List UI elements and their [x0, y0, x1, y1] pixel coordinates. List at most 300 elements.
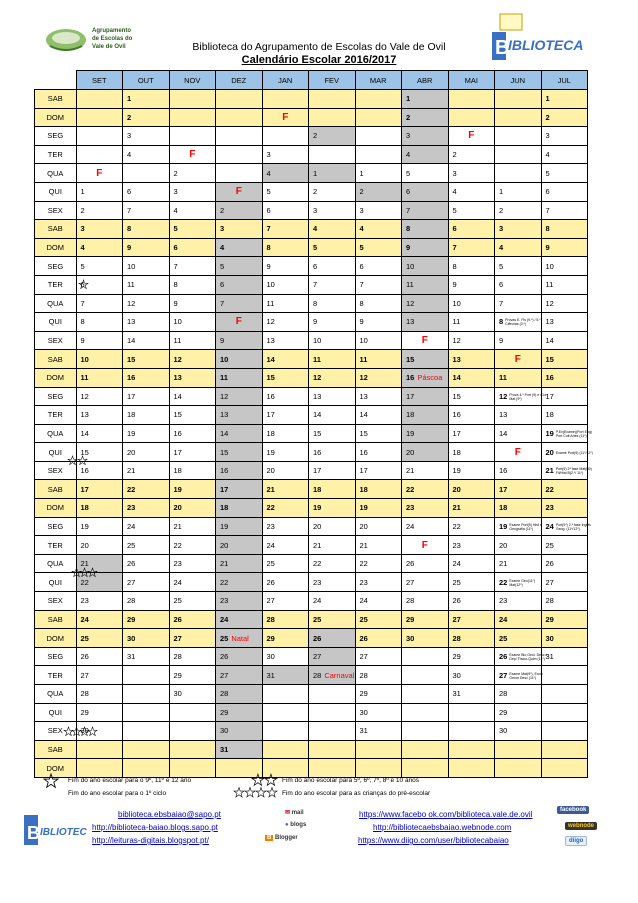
day-number: 14: [127, 336, 136, 346]
day-cell: [123, 666, 170, 685]
day-number: 24: [80, 614, 89, 624]
day-cell: [76, 406, 123, 425]
weekday-label: SEX: [35, 722, 77, 741]
day-cell: [495, 90, 542, 109]
day-number: 13: [406, 317, 415, 327]
day-cell: [169, 573, 216, 592]
weekday-label: QUA: [35, 685, 77, 704]
weekday-label: SAB: [35, 740, 77, 759]
day-cell: [262, 275, 309, 294]
holiday-label: Carnaval: [324, 670, 355, 680]
day-number: 9: [127, 243, 132, 253]
day-number: 20: [452, 484, 461, 494]
webnode-link[interactable]: http://bibliotecaebsbaiao.webnode.com: [373, 823, 512, 832]
day-number: 2: [127, 112, 132, 122]
day-cell: [216, 722, 263, 741]
day-cell: [541, 592, 588, 611]
day-number: 9: [359, 317, 364, 327]
day-number: 21: [406, 466, 415, 476]
day-number: 8: [173, 280, 178, 290]
day-cell: [541, 108, 588, 127]
day-number: 10: [313, 336, 322, 346]
day-number: 18: [313, 484, 322, 494]
blog-link-2[interactable]: http://leituras-digitais.blogspot.pt/: [92, 836, 209, 845]
day-number: 27: [406, 577, 415, 587]
day-cell: [402, 666, 449, 685]
day-cell: [355, 387, 402, 406]
day-number: 31: [452, 689, 461, 699]
day-number: 19: [359, 503, 368, 513]
two-stars-icon: [252, 774, 278, 786]
holiday-marker: F: [235, 316, 242, 328]
day-number: 2: [220, 205, 225, 215]
corner-cell: [35, 71, 77, 90]
day-number: 4: [220, 243, 225, 253]
weekday-label: QUI: [35, 703, 77, 722]
page-subtitle: Calendário Escolar 2016/2017: [241, 54, 397, 66]
day-number: 30: [220, 726, 229, 736]
table-row: [35, 331, 588, 350]
day-cell: [355, 573, 402, 592]
day-number: 11: [499, 373, 507, 383]
star-icon: [44, 774, 58, 788]
day-cell: [355, 90, 402, 109]
day-cell: [76, 294, 123, 313]
day-number: 30: [127, 633, 136, 643]
day-number: 23: [406, 503, 415, 513]
day-cell: [216, 127, 263, 146]
day-number: 23: [545, 503, 554, 513]
day-number: 6: [80, 280, 85, 290]
day-cell: [355, 182, 402, 201]
day-number: 11: [266, 298, 275, 308]
day-cell: [76, 480, 123, 499]
day-cell: [169, 127, 216, 146]
day-number: 17: [545, 391, 554, 401]
day-cell: [448, 703, 495, 722]
day-cell: [402, 182, 449, 201]
weekday-label: QUI: [35, 313, 77, 332]
day-number: 2: [406, 112, 411, 122]
day-cell: [355, 257, 402, 276]
day-number: 13: [80, 410, 89, 420]
weekday-label: SEG: [35, 127, 77, 146]
day-cell: [216, 573, 263, 592]
day-cell: [123, 703, 170, 722]
day-cell: [169, 387, 216, 406]
day-number: 11: [452, 317, 461, 327]
day-number: 25: [359, 614, 368, 624]
day-cell: [169, 238, 216, 257]
day-number: 17: [359, 466, 368, 476]
legend-item-1: Fim do ano escolar para o 9º, 11º e 12 ano: [68, 777, 192, 784]
day-cell: [495, 294, 542, 313]
day-cell: [495, 127, 542, 146]
day-number: 28: [452, 633, 461, 643]
day-number: 12: [313, 373, 322, 383]
day-number: 4: [127, 150, 132, 160]
day-number: 7: [266, 224, 271, 234]
day-cell: [355, 480, 402, 499]
day-number: 3: [499, 224, 504, 234]
star-icon: [78, 456, 87, 465]
day-number: 17: [406, 391, 415, 401]
legend-item-2: Fim do ano escolar para o 1º ciclo: [68, 790, 167, 797]
day-cell: [309, 257, 356, 276]
day-cell: [495, 145, 542, 164]
day-cell: [495, 703, 542, 722]
day-cell: [495, 517, 542, 536]
day-cell: [169, 331, 216, 350]
table-row: [35, 294, 588, 313]
table-row: [35, 182, 588, 201]
day-number: 30: [452, 670, 461, 680]
day-cell: [402, 145, 449, 164]
day-number: 3: [406, 131, 411, 141]
day-cell: [448, 238, 495, 257]
weekday-label: QUI: [35, 573, 77, 592]
day-cell: [76, 368, 123, 387]
day-cell: [541, 350, 588, 369]
table-row: [35, 759, 588, 778]
day-number: 23: [127, 503, 136, 513]
day-number: 10: [406, 261, 415, 271]
day-cell: [123, 573, 170, 592]
table-row: [35, 685, 588, 704]
day-cell: [448, 480, 495, 499]
day-number: 1: [406, 94, 411, 104]
day-cell: [402, 275, 449, 294]
day-cell: [402, 238, 449, 257]
day-number: 8: [499, 317, 504, 327]
day-cell: [355, 238, 402, 257]
table-row: [35, 424, 588, 443]
day-cell: [76, 629, 123, 648]
day-number: 20: [173, 503, 182, 513]
day-cell: [355, 722, 402, 741]
day-cell: [495, 647, 548, 666]
holiday-marker: F: [421, 539, 428, 551]
day-cell: [402, 554, 449, 573]
day-cell: [495, 201, 542, 220]
day-cell: [262, 368, 309, 387]
day-cell: [169, 406, 216, 425]
day-number: 5: [499, 261, 504, 271]
day-cell: [216, 480, 263, 499]
holiday-label: Natal: [231, 633, 249, 643]
table-row: [35, 461, 588, 480]
day-cell: [76, 90, 123, 109]
month-header-nov: NOV: [169, 71, 216, 90]
day-cell: [541, 629, 588, 648]
day-cell: [541, 238, 588, 257]
day-number: 25: [545, 540, 554, 550]
facebook-link[interactable]: https://www.facebo ok.com/biblioteca.vale.de.ovil: [359, 810, 533, 819]
holiday-marker: F: [282, 111, 289, 123]
day-cell: [309, 592, 356, 611]
email-link[interactable]: biblioteca.ebsbaiao@sapo.pt: [118, 810, 221, 819]
day-number: 8: [452, 261, 457, 271]
day-cell: [402, 90, 449, 109]
day-cell: [216, 220, 263, 239]
day-cell: [402, 350, 449, 369]
day-number: 12: [173, 354, 182, 364]
day-cell: [76, 145, 123, 164]
day-number: 3: [313, 205, 318, 215]
legend-item-3: Fim do ano escolar para 5º, 6º, 7º, 8º e 10 anos: [282, 777, 420, 784]
day-cell: [495, 368, 542, 387]
day-cell: [541, 331, 588, 350]
day-number: 29: [452, 652, 461, 662]
day-number: 21: [499, 559, 508, 569]
day-cell: [541, 406, 588, 425]
day-cell: [541, 90, 588, 109]
month-header-jul: JUL: [541, 71, 588, 90]
table-row: [35, 517, 588, 536]
day-cell: [355, 164, 402, 183]
day-cell: [541, 461, 592, 480]
day-cell: [402, 443, 449, 462]
library-logo-footer: [20, 805, 87, 849]
day-number: 19: [220, 521, 229, 531]
day-number: 26: [545, 559, 554, 569]
day-cell: [402, 573, 449, 592]
svg-text:Agrupamento: Agrupamento: [92, 28, 131, 34]
day-cell: [216, 257, 263, 276]
day-number: 23: [313, 577, 322, 587]
day-number: 3: [80, 224, 85, 234]
day-cell: [541, 499, 588, 518]
day-cell: [262, 201, 309, 220]
month-header-row: [35, 71, 588, 90]
day-number: 2: [313, 131, 318, 141]
day-cell: [76, 517, 123, 536]
day-cell: [76, 387, 123, 406]
weekday-label: QUA: [35, 164, 77, 183]
day-cell: [402, 722, 449, 741]
day-cell: [448, 629, 495, 648]
day-cell: [402, 740, 449, 759]
day-number: 20: [220, 540, 229, 550]
day-cell: [355, 443, 402, 462]
mail-icon: ✉ mail: [285, 810, 304, 816]
day-cell: [309, 164, 356, 183]
day-number: 17: [452, 428, 461, 438]
day-number: 20: [127, 447, 136, 457]
day-number: 19: [266, 447, 275, 457]
day-number: 10: [452, 298, 461, 308]
day-number: 25: [80, 633, 89, 643]
star-icon: [68, 456, 77, 465]
day-cell: [402, 406, 449, 425]
day-number: 1: [545, 94, 550, 104]
day-cell: [495, 108, 542, 127]
day-number: 27: [127, 577, 136, 587]
day-number: 9: [452, 280, 457, 290]
day-cell: [541, 610, 588, 629]
day-number: 1: [359, 168, 364, 178]
holiday-marker: F: [514, 353, 521, 365]
day-cell: [541, 666, 588, 685]
table-row: [35, 536, 588, 555]
day-cell: [355, 554, 402, 573]
weekday-label: SAB: [35, 220, 77, 239]
day-number: 29: [359, 689, 368, 699]
day-number: 6: [406, 187, 411, 197]
day-cell: [169, 554, 216, 573]
day-number: 20: [313, 521, 322, 531]
day-number: 8: [80, 317, 85, 327]
day-number: 22: [313, 559, 322, 569]
day-cell: [495, 536, 542, 555]
weekday-label: SAB: [35, 480, 77, 499]
day-cell: [123, 182, 170, 201]
month-header-set: SET: [76, 71, 123, 90]
diigo-link[interactable]: https://www.diigo.com/user/bibliotecabaiao: [358, 836, 509, 845]
day-cell: [402, 517, 449, 536]
day-number: 22: [452, 521, 461, 531]
calendar-body: [35, 90, 593, 778]
day-cell: [448, 722, 495, 741]
day-number: 24: [406, 521, 415, 531]
day-cell: [495, 722, 542, 741]
day-number: 2: [452, 150, 457, 160]
day-number: 24: [266, 540, 275, 550]
blog-link-1[interactable]: http://biblioteca-baiao.blogs.sapo.pt: [92, 823, 218, 832]
day-number: 5: [545, 168, 550, 178]
day-number: 16: [266, 391, 275, 401]
day-cell: [309, 740, 356, 759]
day-cell: [402, 127, 449, 146]
day-cell: [262, 685, 309, 704]
day-cell: [541, 517, 591, 536]
day-number: 4: [173, 205, 178, 215]
day-cell: [169, 647, 216, 666]
day-cell: [309, 220, 356, 239]
weekday-label: TER: [35, 275, 77, 294]
day-cell: [448, 647, 495, 666]
day-cell: [216, 443, 263, 462]
day-cell: [123, 275, 170, 294]
day-cell: [123, 350, 170, 369]
month-header-out: OUT: [123, 71, 170, 90]
day-cell: [309, 499, 356, 518]
day-cell: [76, 740, 123, 759]
day-number: 6: [359, 261, 364, 271]
day-cell: [216, 406, 263, 425]
month-header-jan: JAN: [262, 71, 309, 90]
day-number: 10: [359, 336, 368, 346]
day-number: 11: [359, 354, 368, 364]
day-number: 6: [173, 243, 178, 253]
day-cell: [495, 220, 542, 239]
day-number: 31: [545, 652, 554, 662]
day-number: 10: [220, 354, 229, 364]
table-row: [35, 275, 588, 294]
day-cell: [541, 145, 588, 164]
weekday-label: SEG: [35, 257, 77, 276]
day-cell: [262, 350, 309, 369]
day-cell: [169, 424, 216, 443]
day-cell: [262, 294, 309, 313]
day-number: 4: [359, 224, 364, 234]
day-cell: [309, 536, 356, 555]
day-cell: [262, 536, 309, 555]
day-cell: [76, 127, 123, 146]
day-cell: [169, 182, 216, 201]
day-number: 27: [173, 633, 182, 643]
day-number: 24: [499, 614, 508, 624]
day-number: 27: [313, 652, 322, 662]
table-row: [35, 350, 588, 369]
day-cell: [216, 666, 263, 685]
exam-note: Exame Mat(9º), Econ Geom Desc (11º): [509, 671, 543, 680]
day-cell: [123, 443, 170, 462]
day-cell: [495, 666, 542, 685]
day-cell: [402, 499, 449, 518]
day-cell: [216, 424, 263, 443]
day-number: 9: [266, 261, 271, 271]
day-number: 21: [127, 466, 136, 476]
day-cell: [309, 201, 356, 220]
month-header-mai: MAI: [448, 71, 495, 90]
day-number: 18: [173, 466, 182, 476]
weekday-label: SEG: [35, 517, 77, 536]
day-cell: [448, 573, 495, 592]
day-cell: [448, 592, 495, 611]
day-number: 16: [173, 428, 182, 438]
day-cell: [309, 722, 356, 741]
day-number: 10: [80, 354, 89, 364]
day-cell: [448, 517, 495, 536]
day-number: 20: [406, 447, 415, 457]
day-number: 4: [80, 243, 85, 253]
day-number: 14: [266, 354, 275, 364]
day-cell: [123, 740, 170, 759]
day-number: 12: [499, 391, 508, 401]
day-number: 15: [80, 447, 89, 457]
day-number: 12: [80, 391, 89, 401]
day-cell: [448, 610, 495, 629]
day-number: 4: [499, 243, 504, 253]
day-number: 22: [406, 484, 415, 494]
day-number: 28: [359, 670, 368, 680]
weekday-label: DOM: [35, 238, 77, 257]
day-number: 14: [220, 428, 229, 438]
day-number: 16: [127, 373, 136, 383]
day-number: 21: [313, 540, 322, 550]
day-cell: [216, 368, 263, 387]
day-number: 16: [452, 410, 461, 420]
day-number: 16: [80, 466, 89, 476]
day-number: 23: [173, 559, 182, 569]
day-number: 28: [545, 596, 554, 606]
day-number: 29: [127, 614, 136, 624]
day-cell: [309, 666, 356, 685]
day-number: 19: [313, 503, 322, 513]
day-cell: [448, 499, 495, 518]
day-number: 22: [220, 577, 229, 587]
day-cell: [495, 461, 542, 480]
day-cell: [495, 406, 542, 425]
day-cell: [355, 740, 402, 759]
day-cell: [355, 275, 402, 294]
day-number: 11: [173, 336, 182, 346]
day-cell: [355, 647, 402, 666]
day-cell: [541, 127, 588, 146]
day-number: 21: [80, 559, 89, 569]
day-number: 17: [220, 484, 229, 494]
